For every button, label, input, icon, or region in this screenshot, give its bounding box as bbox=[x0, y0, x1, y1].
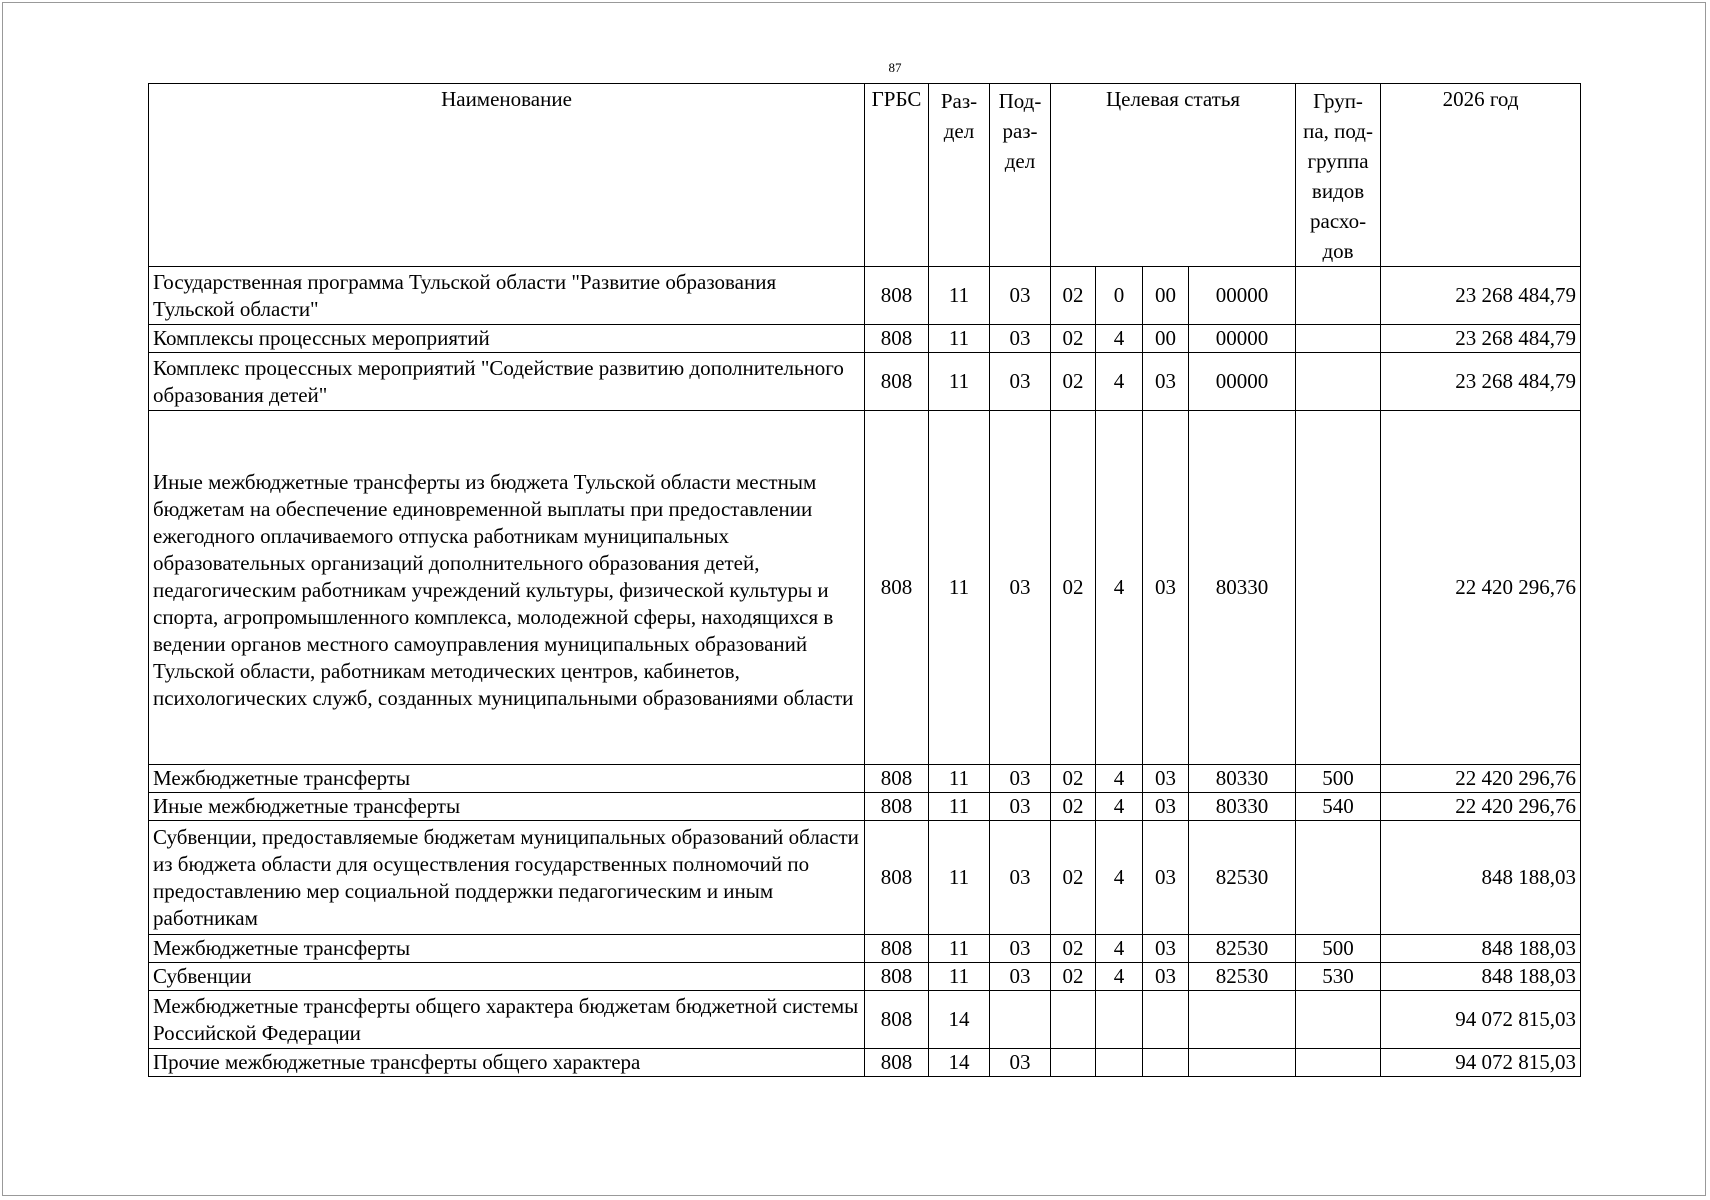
row-podrazdel: 03 bbox=[990, 765, 1051, 793]
row-amount: 23 268 484,79 bbox=[1381, 353, 1581, 411]
row-target-direction: 82530 bbox=[1189, 821, 1296, 935]
row-grbs: 808 bbox=[865, 765, 929, 793]
row-target-complex: 03 bbox=[1143, 963, 1189, 991]
row-target-complex: 00 bbox=[1143, 267, 1189, 325]
row-target-program: 02 bbox=[1051, 765, 1096, 793]
header-year-2026: 2026 год bbox=[1381, 84, 1581, 267]
row-name: Комплекс процессных мероприятий "Содействие развитию дополнительного образования детей" bbox=[149, 353, 865, 411]
row-grbs: 808 bbox=[865, 411, 929, 765]
row-name: Межбюджетные трансферты bbox=[149, 765, 865, 793]
row-name: Субвенции bbox=[149, 963, 865, 991]
row-amount: 848 188,03 bbox=[1381, 821, 1581, 935]
table-row bbox=[149, 325, 1581, 353]
row-podrazdel: 03 bbox=[990, 267, 1051, 325]
row-razdel: 14 bbox=[929, 1049, 990, 1077]
row-expense-group bbox=[1296, 267, 1381, 325]
header-podrazdel: Под- раз- дел bbox=[990, 84, 1051, 267]
row-podrazdel: 03 bbox=[990, 325, 1051, 353]
row-target-program: 02 bbox=[1051, 935, 1096, 963]
table-row bbox=[149, 963, 1581, 991]
row-amount: 848 188,03 bbox=[1381, 935, 1581, 963]
row-razdel: 11 bbox=[929, 267, 990, 325]
row-target-program: 02 bbox=[1051, 821, 1096, 935]
row-expense-group bbox=[1296, 353, 1381, 411]
row-podrazdel: 03 bbox=[990, 353, 1051, 411]
row-grbs: 808 bbox=[865, 353, 929, 411]
row-target-complex: 03 bbox=[1143, 411, 1189, 765]
row-target-complex bbox=[1143, 991, 1189, 1049]
row-razdel: 11 bbox=[929, 325, 990, 353]
row-razdel: 11 bbox=[929, 935, 990, 963]
row-razdel: 11 bbox=[929, 411, 990, 765]
row-target-type: 4 bbox=[1096, 793, 1143, 821]
row-target-complex: 03 bbox=[1143, 793, 1189, 821]
row-amount: 22 420 296,76 bbox=[1381, 793, 1581, 821]
row-target-direction: 00000 bbox=[1189, 353, 1296, 411]
row-target-direction: 82530 bbox=[1189, 963, 1296, 991]
table-row bbox=[149, 935, 1581, 963]
table-header-row bbox=[149, 84, 1581, 267]
row-target-type bbox=[1096, 1049, 1143, 1077]
page-number: 87 bbox=[888, 60, 902, 75]
row-name: Иные межбюджетные трансферты из бюджета Тульской области местным бюджетам на обеспечение единовременной выплаты при предоставлении ежегодного оплачиваемого отпуска работникам муниципальных образовательных организаций дополнительного образования детей, педагогическим работникам учреждений культуры, физической культуры и спорта, агропромышленного комплекса, молодежной сферы, находящихся в ведении органов местного самоуправления муниципальных образований Тульской области, работникам методических центров, кабинетов, психологических служб, созданных муниципальными образованиями области bbox=[149, 411, 865, 765]
table-row bbox=[149, 267, 1581, 325]
row-target-direction: 82530 bbox=[1189, 935, 1296, 963]
row-target-type: 0 bbox=[1096, 267, 1143, 325]
row-expense-group bbox=[1296, 821, 1381, 935]
row-target-program bbox=[1051, 1049, 1096, 1077]
row-expense-group: 540 bbox=[1296, 793, 1381, 821]
row-target-type: 4 bbox=[1096, 765, 1143, 793]
row-grbs: 808 bbox=[865, 963, 929, 991]
table-row bbox=[149, 793, 1581, 821]
row-target-direction: 80330 bbox=[1189, 765, 1296, 793]
header-razdel: Раз- дел bbox=[929, 84, 990, 267]
row-razdel: 11 bbox=[929, 765, 990, 793]
row-grbs: 808 bbox=[865, 793, 929, 821]
header-name: Наименование bbox=[149, 84, 865, 267]
row-razdel: 14 bbox=[929, 991, 990, 1049]
row-podrazdel: 03 bbox=[990, 1049, 1051, 1077]
row-amount: 23 268 484,79 bbox=[1381, 267, 1581, 325]
row-target-complex: 03 bbox=[1143, 765, 1189, 793]
row-target-program: 02 bbox=[1051, 353, 1096, 411]
row-expense-group bbox=[1296, 325, 1381, 353]
row-target-direction: 00000 bbox=[1189, 325, 1296, 353]
row-target-direction bbox=[1189, 991, 1296, 1049]
row-target-complex: 03 bbox=[1143, 935, 1189, 963]
row-grbs: 808 bbox=[865, 325, 929, 353]
row-expense-group bbox=[1296, 991, 1381, 1049]
row-target-program bbox=[1051, 991, 1096, 1049]
row-grbs: 808 bbox=[865, 991, 929, 1049]
header-target-article: Целевая статья bbox=[1051, 84, 1296, 267]
row-grbs: 808 bbox=[865, 1049, 929, 1077]
row-grbs: 808 bbox=[865, 267, 929, 325]
row-target-direction bbox=[1189, 1049, 1296, 1077]
row-expense-group bbox=[1296, 411, 1381, 765]
row-target-complex: 00 bbox=[1143, 325, 1189, 353]
row-podrazdel: 03 bbox=[990, 411, 1051, 765]
row-amount: 22 420 296,76 bbox=[1381, 411, 1581, 765]
header-grbs: ГРБС bbox=[865, 84, 929, 267]
row-grbs: 808 bbox=[865, 935, 929, 963]
row-target-type bbox=[1096, 991, 1143, 1049]
row-target-program: 02 bbox=[1051, 793, 1096, 821]
row-grbs: 808 bbox=[865, 821, 929, 935]
table-body bbox=[149, 267, 1581, 1077]
row-target-complex: 03 bbox=[1143, 353, 1189, 411]
row-name: Межбюджетные трансферты общего характера бюджетам бюджетной системы Российской Федерации bbox=[149, 991, 865, 1049]
table-row bbox=[149, 411, 1581, 765]
row-amount: 94 072 815,03 bbox=[1381, 1049, 1581, 1077]
row-target-program: 02 bbox=[1051, 411, 1096, 765]
row-expense-group: 500 bbox=[1296, 765, 1381, 793]
row-name: Прочие межбюджетные трансферты общего характера bbox=[149, 1049, 865, 1077]
row-amount: 94 072 815,03 bbox=[1381, 991, 1581, 1049]
row-target-type: 4 bbox=[1096, 411, 1143, 765]
row-podrazdel bbox=[990, 991, 1051, 1049]
row-target-type: 4 bbox=[1096, 325, 1143, 353]
row-amount: 22 420 296,76 bbox=[1381, 765, 1581, 793]
row-podrazdel: 03 bbox=[990, 935, 1051, 963]
row-razdel: 11 bbox=[929, 963, 990, 991]
row-target-program: 02 bbox=[1051, 267, 1096, 325]
row-razdel: 11 bbox=[929, 821, 990, 935]
table-row bbox=[149, 1049, 1581, 1077]
row-podrazdel: 03 bbox=[990, 821, 1051, 935]
row-name: Иные межбюджетные трансферты bbox=[149, 793, 865, 821]
budget-table bbox=[148, 83, 1581, 1077]
row-target-direction: 00000 bbox=[1189, 267, 1296, 325]
row-target-complex bbox=[1143, 1049, 1189, 1077]
row-amount: 848 188,03 bbox=[1381, 963, 1581, 991]
table-row bbox=[149, 765, 1581, 793]
row-target-program: 02 bbox=[1051, 325, 1096, 353]
row-amount: 23 268 484,79 bbox=[1381, 325, 1581, 353]
row-name: Субвенции, предоставляемые бюджетам муниципальных образований области из бюджета области для осуществления государственных полномочий по предоставлению мер социальной поддержки педагогическим и иным работникам bbox=[149, 821, 865, 935]
table-row bbox=[149, 991, 1581, 1049]
row-name: Государственная программа Тульской области "Развитие образования Тульской области" bbox=[149, 267, 865, 325]
table-row bbox=[149, 353, 1581, 411]
row-expense-group: 500 bbox=[1296, 935, 1381, 963]
row-podrazdel: 03 bbox=[990, 963, 1051, 991]
row-expense-group: 530 bbox=[1296, 963, 1381, 991]
row-target-type: 4 bbox=[1096, 821, 1143, 935]
row-podrazdel: 03 bbox=[990, 793, 1051, 821]
row-target-type: 4 bbox=[1096, 935, 1143, 963]
row-razdel: 11 bbox=[929, 793, 990, 821]
row-target-complex: 03 bbox=[1143, 821, 1189, 935]
header-expense-group: Груп- па, под- группа видов расхо- дов bbox=[1296, 84, 1381, 267]
row-expense-group bbox=[1296, 1049, 1381, 1077]
row-name: Межбюджетные трансферты bbox=[149, 935, 865, 963]
row-target-type: 4 bbox=[1096, 353, 1143, 411]
table-row bbox=[149, 821, 1581, 935]
row-target-direction: 80330 bbox=[1189, 411, 1296, 765]
row-target-direction: 80330 bbox=[1189, 793, 1296, 821]
row-razdel: 11 bbox=[929, 353, 990, 411]
row-target-type: 4 bbox=[1096, 963, 1143, 991]
row-target-program: 02 bbox=[1051, 963, 1096, 991]
row-name: Комплексы процессных мероприятий bbox=[149, 325, 865, 353]
